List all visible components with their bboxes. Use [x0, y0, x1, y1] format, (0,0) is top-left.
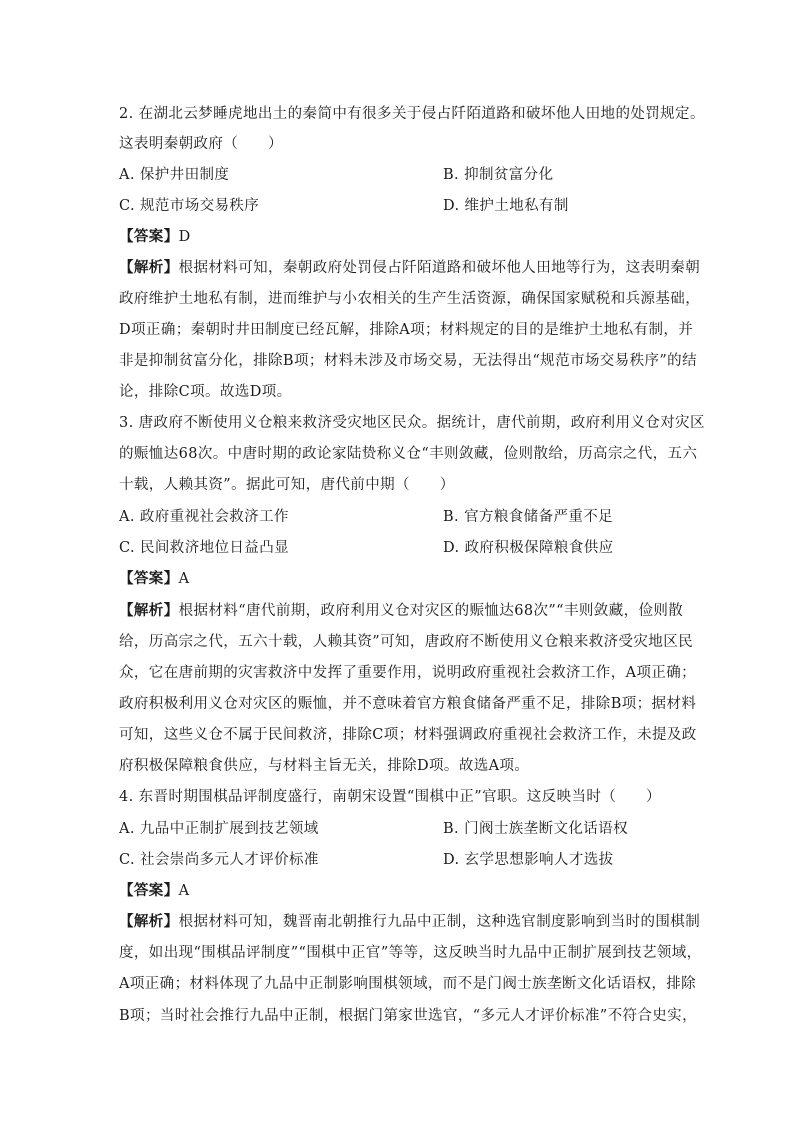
- analysis-label: 【解析】: [119, 602, 179, 619]
- q3-analysis-line-6: 府积极保障粮食供应，与材料主旨无关，排除D项。故选A项。: [119, 758, 530, 774]
- q3-answer: [119, 569, 679, 589]
- q3-analysis-line-1: [119, 601, 684, 621]
- q3-analysis-line-3: 众，它在唐前期的灾害救济中发挥了重要作用，说明政府重视社会救济工作，A项正确；: [119, 665, 697, 681]
- q2-stem-line-2: 这表明秦朝政府（ ）: [119, 136, 283, 152]
- q3-stem-line-1: 3. 唐政府不断使用义仓粮来救济受灾地区民众。据统计，唐代前期，政府利用义仓对灾区: [119, 415, 705, 431]
- answer-value: D: [178, 229, 191, 245]
- q3-analysis-line-4: 政府积极利用义仓对灾区的赈恤，并不意味着官方粮食储备严重不足，排除B项；据材料: [119, 696, 697, 712]
- q4-analysis-line-2: 度，如出现“围棋品评制度”“围棋中正官”等等，这反映当时九品中正制扩展到技艺领域，: [119, 945, 702, 961]
- answer-label: 【答案】: [119, 570, 179, 587]
- q4-answer: [119, 881, 679, 901]
- q2-option-d: D. 维护土地私有制: [443, 198, 569, 214]
- q2-option-c: C. 规范市场交易秩序: [119, 198, 260, 214]
- q4-analysis-line-1: [119, 912, 701, 932]
- analysis-label: 【解析】: [119, 913, 179, 930]
- q4-option-d: D. 玄学思想影响人才选拔: [443, 852, 614, 868]
- q3-option-c: C. 民间救济地位日益凸显: [119, 540, 289, 556]
- q3-stem-line-2: 的赈恤达68次。中唐时期的政论家陆贽称义仓“丰则敛藏，俭则散给，历高宗之代，五六: [119, 446, 698, 462]
- q2-analysis-line-1: [119, 258, 701, 278]
- q2-analysis-line-5: 论，排除C项。故选D项。: [119, 384, 292, 400]
- q2-option-a: A. 保护井田制度: [119, 167, 230, 183]
- q3-option-b: B. 官方粮食储备严重不足: [443, 509, 614, 525]
- q4-stem-line-1: 4. 东晋时期围棋品评制度盛行，南朝宋设置“围棋中正”官职。这反映当时（ ）: [119, 789, 661, 805]
- answer-value: A: [178, 571, 190, 587]
- q3-analysis-line-5: 可知，这些义仓不属于民间救济，排除C项；材料强调政府重视社会救济工作，未提及政: [119, 727, 697, 743]
- answer-value: A: [178, 883, 190, 899]
- q3-option-a: A. 政府重视社会救济工作: [119, 509, 289, 525]
- q4-option-c: C. 社会崇尚多元人才评价标准: [119, 852, 319, 868]
- q2-stem-line-1: 2. 在湖北云梦睡虎地出土的秦简中有很多关于侵占阡陌道路和破坏他人田地的处罚规定。: [119, 106, 705, 122]
- q2-analysis-line-4: 非是抑制贫富分化，排除B项；材料未涉及市场交易，无法得出“规范市场交易秩序”的结: [119, 353, 697, 369]
- answer-label: 【答案】: [119, 228, 179, 245]
- q2-answer: [119, 227, 679, 247]
- q2-analysis-line-3: D项正确；秦朝时井田制度已经瓦解，排除A项；材料规定的目的是维护土地私有制，并: [119, 322, 694, 338]
- q3-stem-line-3: 十载，人赖其资”。据此可知，唐代前中期（ ）: [119, 477, 455, 493]
- answer-label: 【答案】: [119, 882, 179, 899]
- q2-analysis-line-2: 政府维护土地私有制，进而维护与小农相关的生产生活资源，确保国家赋税和兵源基础，: [119, 291, 701, 307]
- q4-option-b: B. 门阀士族垄断文化话语权: [443, 821, 628, 837]
- analysis-text: 根据材料可知，魏晋南北朝推行九品中正制，这种选官制度影响到当时的围棋制: [178, 914, 701, 930]
- q4-analysis-line-3: A项正确；材料体现了九品中正制影响围棋领域，而不是门阀士族垄断文化话语权，排除: [119, 976, 697, 992]
- q4-option-a: A. 九品中正制扩展到技艺领域: [119, 821, 319, 837]
- analysis-text: 根据材料可知，秦朝政府处罚侵占阡陌道路和破坏他人田地等行为，这表明秦朝: [178, 260, 701, 276]
- analysis-text: 根据材料“唐代前期，政府利用义仓对灾区的赈恤达68次”“丰则敛藏，俭则散: [178, 603, 684, 619]
- q2-option-b: B. 抑制贫富分化: [443, 167, 554, 183]
- analysis-label: 【解析】: [119, 259, 179, 276]
- q4-analysis-line-4: B项；当时社会推行九品中正制，根据门第家世选官，“多元人才评价标准”不符合史实，: [119, 1008, 697, 1024]
- q3-option-d: D. 政府积极保障粮食供应: [443, 540, 614, 556]
- q3-analysis-line-2: 给，历高宗之代，五六十载，人赖其资”可知，唐政府不断使用义仓粮来救济受灾地区民: [119, 634, 694, 650]
